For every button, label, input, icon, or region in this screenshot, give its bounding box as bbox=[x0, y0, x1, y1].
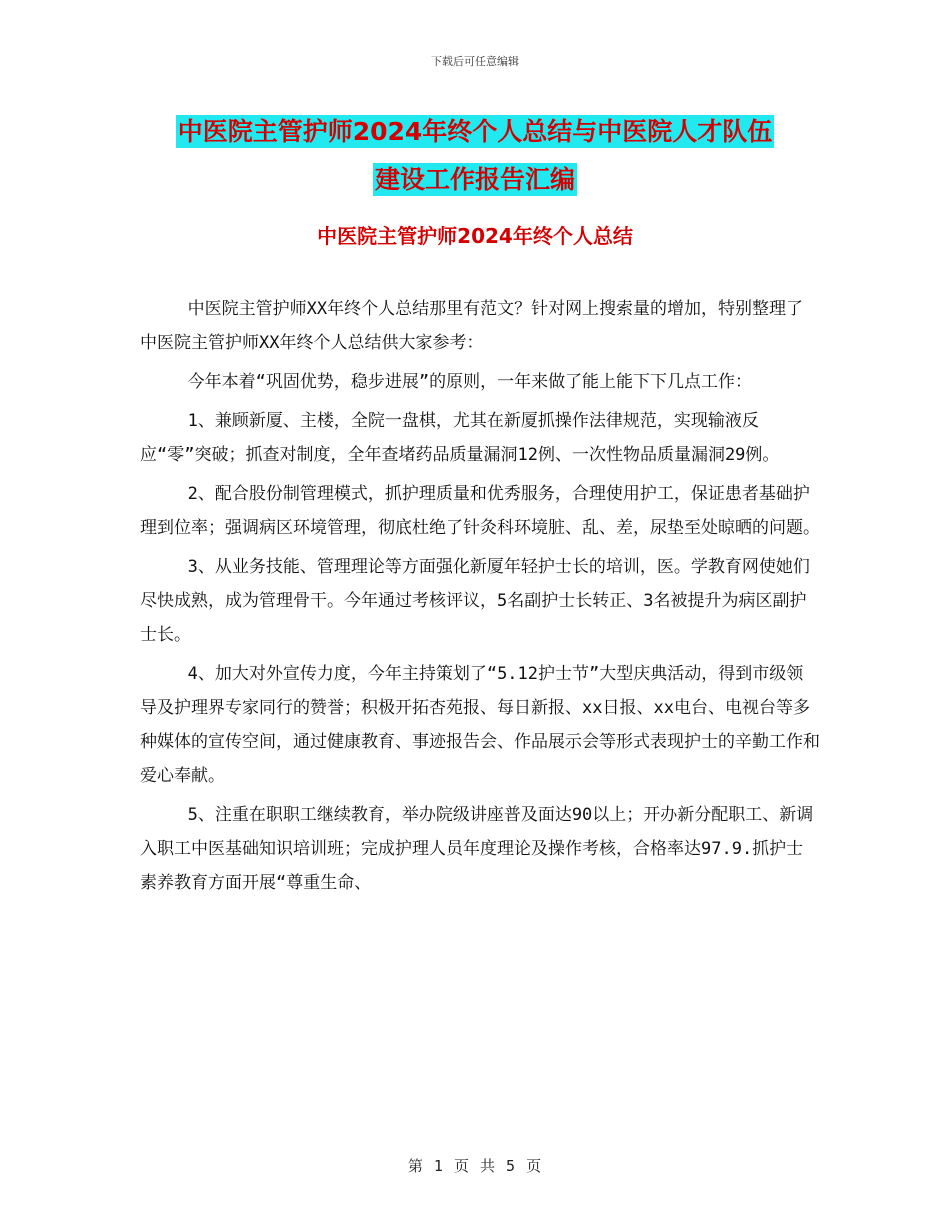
paragraph: 今年本着“巩固优势，稳步进展”的原则，一年来做了能上能下下几点工作： bbox=[187, 372, 753, 392]
paragraph: 3、从业务技能、管理理论等方面强化新厦年轻护士长的培训，医。学教育网使她们尽快成熟，成为管理骨干。今年通过考核评议，5名副护士长转正、3名被提升为病区副护士长。 bbox=[140, 557, 810, 645]
section-title: 中医院主管护师2024年终个人总结 bbox=[317, 224, 633, 248]
paragraph: 中医院主管护师XX年终个人总结那里有范文？针对网上搜索量的增加，特别整理了中医院主管护师XX年终个人总结供大家参考： bbox=[140, 299, 804, 353]
document-title-line1: 中医院主管护师2024年终个人总结与中医院人才队伍 bbox=[177, 117, 773, 146]
document-body bbox=[140, 292, 820, 905]
document-title bbox=[120, 108, 830, 204]
page-number-footer: 第 1 页 共 5 页 bbox=[407, 1157, 543, 1175]
paragraph: 2、配合股份制管理模式，抓护理质量和优秀服务，合理使用护工，保证患者基础护理到位率；强调病区环境管理，彻底杜绝了针灸科环境脏、乱、差，尿垫至处晾晒的问题。 bbox=[140, 484, 820, 538]
paragraph: 4、加大对外宣传力度，今年主持策划了“5.12护士节”大型庆典活动，得到市级领导及护理界专家同行的赞誉；积极开拓杏苑报、每日新报、xx日报、xx电台、电视台等多种媒体的宣传空间，通过健康教育、事迹报告会、作品展示会等形式表现护士的辛勤工作和爱心奉献。 bbox=[140, 664, 820, 786]
header-note: 下载后可任意编辑 bbox=[431, 55, 519, 68]
document-title-line2: 建设工作报告汇编 bbox=[374, 165, 575, 194]
paragraph: 1、兼顾新厦、主楼，全院一盘棋，尤其在新厦抓操作法律规范，实现输液反应“零”突破；抓查对制度，全年查堵药品质量漏洞12例、一次性物品质量漏洞29例。 bbox=[140, 411, 780, 465]
paragraph: 5、注重在职职工继续教育，举办院级讲座普及面达90以上；开办新分配职工、新调入职工中医基础知识培训班；完成护理人员年度理论及操作考核，合格率达97.9.抓护士素养教育方面开展“尊重生命、 bbox=[140, 805, 814, 893]
